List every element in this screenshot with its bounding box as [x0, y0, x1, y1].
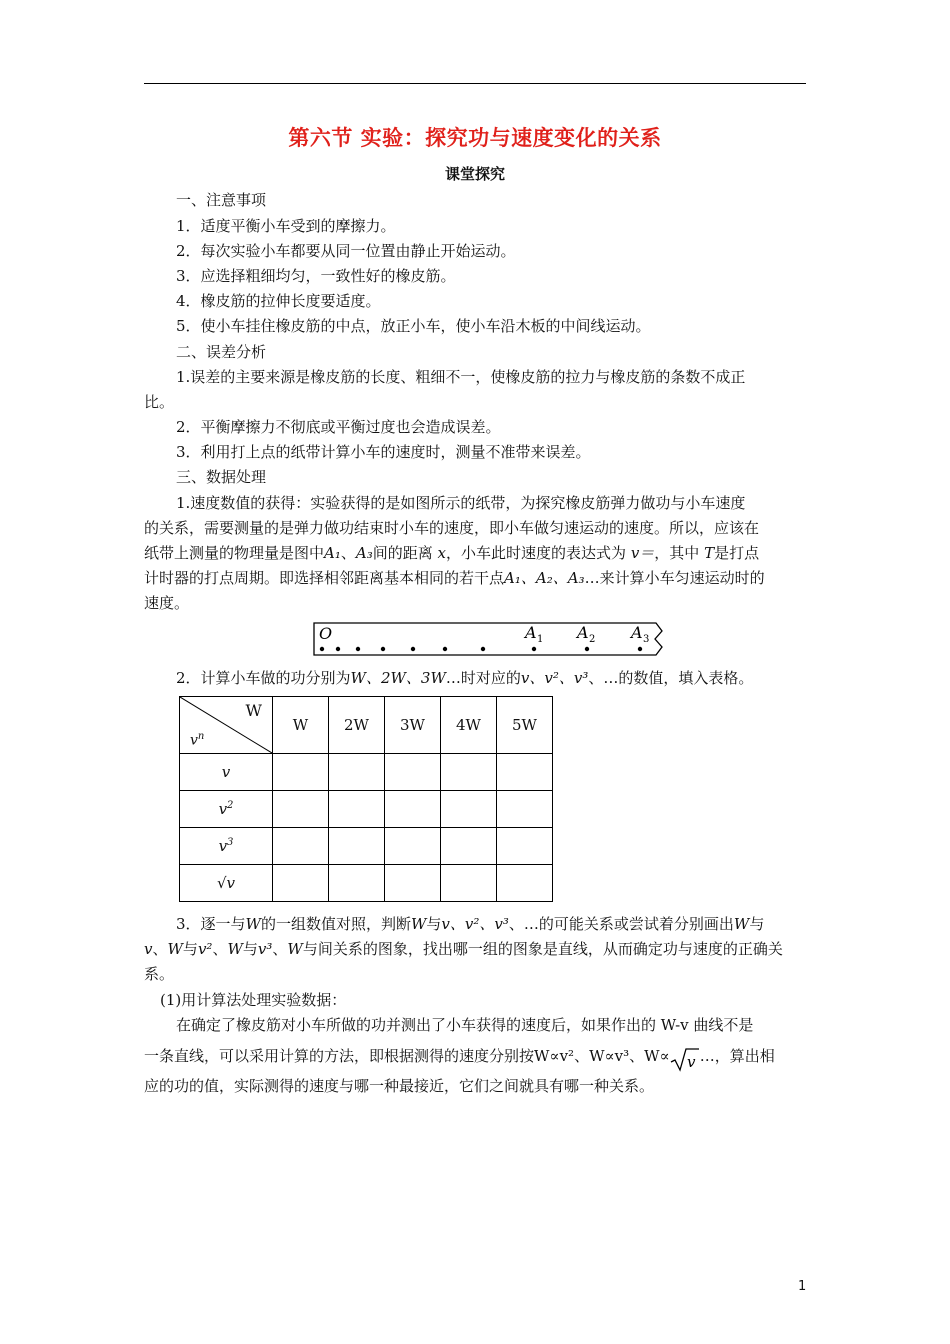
svg-text:v: v	[686, 1053, 696, 1071]
section-heading: 一、注意事项	[176, 191, 267, 209]
table-header-cell: W	[273, 697, 329, 754]
sqrt-v-symbol	[670, 1048, 700, 1072]
tape-dot-a1	[532, 647, 536, 651]
paper-tape-figure	[313, 620, 665, 658]
paragraph-line: 纸带上测量的物理量是图中A₁、A₃间的距离 x，小车此时速度的表达式为 v＝，其中 T是打点	[144, 544, 760, 562]
tape-dot	[481, 647, 485, 651]
table-row	[180, 754, 553, 791]
page-number: 1	[798, 1279, 807, 1294]
paragraph-line: 2．计算小车做的功分别为W、2W、3W…时对应的v、v²、v³、…的数值，填入表格。	[176, 669, 754, 687]
tape-dot-a2	[585, 647, 589, 651]
paragraph-line: 系。	[144, 965, 175, 983]
row-header-v: v	[180, 754, 273, 791]
tape-dot	[381, 647, 385, 651]
tape-dot-a3	[638, 647, 642, 651]
paragraph-line: 比。	[144, 393, 175, 411]
list-item: 3．应选择粗细均匀，一致性好的橡皮筋。	[176, 267, 456, 285]
table-row	[180, 865, 553, 902]
section-subtitle: 课堂探究	[444, 165, 505, 183]
section-heading: 二、误差分析	[176, 343, 267, 361]
paragraph-line: 1.速度数值的获得：实验获得的是如图所示的纸带，为探究橡皮筋弹力做功与小车速度	[176, 494, 746, 512]
tape-label-a2: A	[577, 623, 589, 642]
paragraph-line: 3．逐一与W的一组数值对照，判断W与v、v²、v³、…的可能关系或尝试着分别画出W与	[176, 915, 765, 933]
paragraph-line: 速度。	[144, 594, 190, 612]
list-item: 5．使小车挂住橡皮筋的中点，放正小车，使小车沿木板的中间线运动。	[176, 317, 651, 335]
tape-sub-2: 2	[589, 634, 596, 645]
tape-label-a1: A	[525, 623, 537, 642]
paragraph-line: 应的功的值，实际测得的速度与哪一种最接近，它们之间就具有哪一种关系。	[144, 1077, 655, 1095]
row-header-v3: $v^3$	[180, 828, 273, 865]
tape-sub-1: 1	[537, 634, 544, 645]
table-corner-cell	[180, 697, 273, 754]
paragraph-line: 一条直线，可以采用计算的方法，即根据测得的速度分别按W∝v²、W∝v³、W∝ v …，算出相	[144, 1047, 775, 1071]
list-item: 1．适度平衡小车受到的摩擦力。	[176, 217, 396, 235]
tape-dot	[336, 647, 340, 651]
section-heading: 三、数据处理	[176, 468, 267, 486]
table-header-cell: 4W	[441, 697, 497, 754]
row-header-sqrt-v: √v	[180, 865, 273, 902]
paragraph-line: 1.误差的主要来源是橡皮筋的长度、粗细不一，使橡皮筋的拉力与橡皮筋的条数不成正	[176, 368, 746, 386]
page-title: 第六节 实验：探究功与速度变化的关系	[288, 126, 662, 150]
method-heading: (1)用计算法处理实验数据：	[160, 991, 347, 1009]
table-row	[180, 791, 553, 828]
corner-label-w: W	[245, 701, 262, 720]
paragraph-line: 计时器的打点周期。即选择相邻距离基本相同的若干点A₁、A₂、A₃…来计算小车匀速运动时的	[144, 569, 765, 587]
tape-label-a3: A	[631, 623, 643, 642]
list-item: 4．橡皮筋的拉伸长度要适度。	[176, 292, 381, 310]
table-header-cell: 5W	[497, 697, 553, 754]
table-header-cell: 2W	[329, 697, 385, 754]
paragraph-line: v、W与v²、W与v³、W与间关系的图象，找出哪一组的图象是直线，从而确定功与速度的正确关	[144, 940, 783, 958]
table-header-cell: 3W	[385, 697, 441, 754]
list-item: 2．每次实验小车都要从同一位置由静止开始运动。	[176, 242, 516, 260]
paragraph-line: 2．平衡摩擦力不彻底或平衡过度也会造成误差。	[176, 418, 501, 436]
tape-label-o: O	[319, 624, 333, 643]
corner-label-vn: $v^n$	[190, 731, 205, 749]
tape-dot	[356, 647, 360, 651]
table-row	[180, 828, 553, 865]
tape-outline	[314, 623, 662, 655]
header-rule	[144, 83, 806, 84]
paragraph-line: 的关系，需要测量的是弹力做功结束时小车的速度，即小车做匀速运动的速度。所以，应该在	[144, 519, 760, 537]
tape-dot	[443, 647, 447, 651]
tape-sub-3: 3	[643, 634, 650, 645]
tape-dot	[320, 647, 324, 651]
data-table	[179, 696, 553, 902]
row-header-v2: $v^2$	[180, 791, 273, 828]
paragraph-line: 在确定了橡皮筋对小车所做的功并测出了小车获得的速度后，如果作出的 W-v 曲线不是	[176, 1016, 754, 1034]
tape-dot	[411, 647, 415, 651]
paragraph-line: 3．利用打上点的纸带计算小车的速度时，测量不准带来误差。	[176, 443, 591, 461]
